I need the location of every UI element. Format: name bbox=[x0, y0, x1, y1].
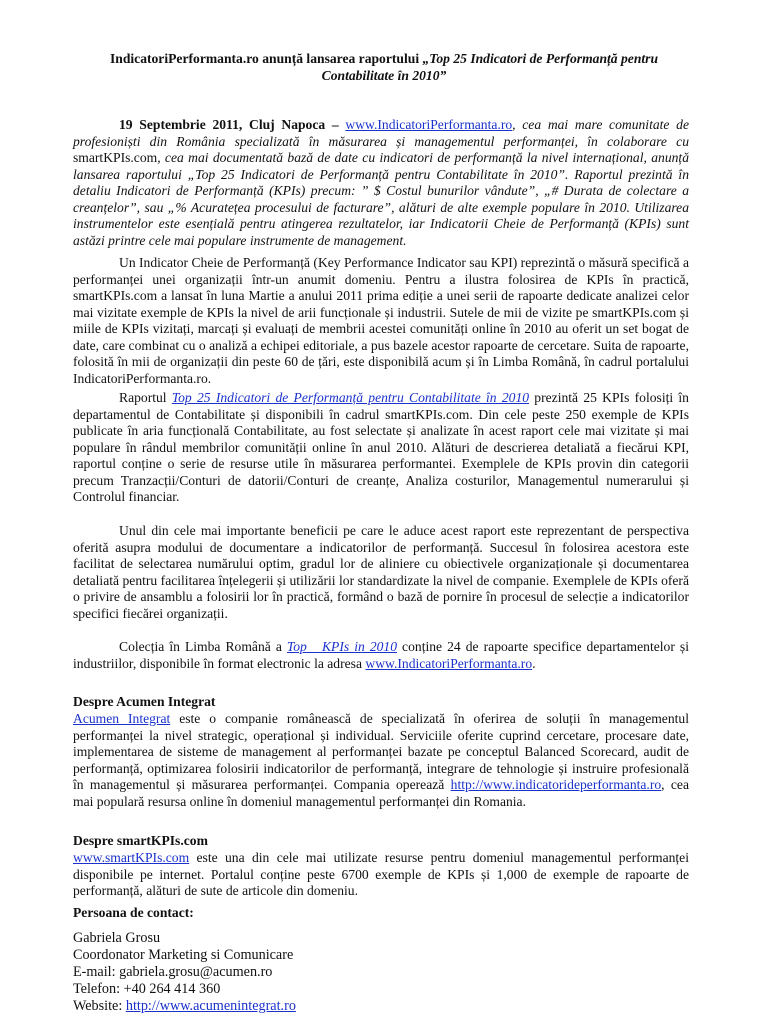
collection-paragraph bbox=[73, 639, 689, 672]
smartkpis-text: este una din cele mai utilizate resurse pentru domeniul managementul performanței disponibile pe internet. Portalul conține peste 6700 exemple de KPIs și 1,000 de exemple de rapoarte de performanță, alături de sute de articole din domeniu. bbox=[73, 850, 689, 899]
indicatorideperformanta-link[interactable]: http://www.indicatorideperformanta.ro bbox=[450, 777, 662, 793]
collection-site-link[interactable]: www.IndicatoriPerformanta.ro bbox=[365, 655, 533, 671]
contact-details bbox=[73, 930, 296, 1015]
acumen-integrat-link[interactable]: Acumen Integrat bbox=[73, 711, 171, 726]
contact-heading: Persoana de contact: bbox=[73, 905, 194, 920]
report-title-italic: „Top 25 Indicatori de Performanță pentru Contabilitate în 2010” bbox=[321, 51, 659, 83]
report-paragraph bbox=[73, 390, 689, 506]
about-acumen-paragraph bbox=[73, 711, 689, 810]
lead-text-1: , cea mai mare comunitate de profesioniști din România specializată în măsurarea și managementul performanței, în colaborare cu bbox=[73, 117, 689, 149]
indicatori-performanta-link[interactable]: www.IndicatoriPerformanta.ro bbox=[345, 117, 513, 132]
collection-text-mid: conține 24 de rapoarte specifice departamentelor și industriilor, disponibile în format electronic la adresa bbox=[73, 639, 689, 671]
contact-website-line bbox=[73, 998, 296, 1015]
collection-text-post: . bbox=[532, 655, 536, 671]
about-acumen-heading: Despre Acumen Integrat bbox=[73, 694, 216, 709]
website-label: Website: bbox=[73, 998, 126, 1015]
title-text: IndicatoriPerformanta.ro anunță lansarea raportului bbox=[109, 51, 423, 66]
benefits-paragraph: Unul din cele mai importante beneficii pe care le aduce acest raport este reprezentant de perspectiva oferită asupra modului de documentare a indicatorilor de performanță. Succesul în folosirea acestora este facilitat de selectarea numărului optim, gradul lor de aliniere cu obiectivele organizaționale și documentarea detaliată pentru facilitarea înțelegerii și utilizării lor standardizate la nivel de companie. Exemplele de KPIs oferă o privire de ansamblu a folosirii lor în practică, formând o bază de pornire în procesul de selecție a indicatorilor specifici fiecărei organizații. bbox=[73, 523, 689, 621]
top-kpis-2010-link[interactable]: Top KPIs in 2010 bbox=[286, 639, 398, 654]
report-text-pre: Raportul bbox=[119, 390, 172, 405]
lead-text-2: , cea mai documentată bază de date cu indicatori de performanță la nivel internațional, anunță lansarea raportului „Top 25 Indicatori de Performanță pentru Contabilitate în 2010”. Raportul prezintă în detaliu Indicatori de Performanță (KPIs) precum: ” $ Costul bunurilor vândute”, „# Durata de colectare a creanțelor”, sau „% Acuratețea procesului de facturare”, alături de alte exemple populare în 2010. Utilizarea instrumentelor este esențială pentru atingerea rezultatelor, iar Indicatorii Cheie de Performanță (KPIs) sunt astăzi printre cele mai populare instrumente de management. bbox=[73, 150, 689, 248]
kpi-definition-paragraph: Un Indicator Cheie de Performanță (Key Performance Indicator sau KPI) reprezintă o măsură specifică a performanței unei organizații într-un anumit domeniu. Pentru a ilustra folosirea de KPIs în practică, smartKPIs.com a lansat în luna Martie a anului 2011 prima ediție a unei serii de rapoarte dedicate analizei celor mai vizitate exemple de KPIs la nivel de arii funcționale și industrii. Sutele de mii de vizite pe smartKPIs.com și miile de KPIs vizitați, marcați și evaluați de membrii acestei comunități online în 2010 au oferit un set bogat de date, care combinat cu o analiză a echipei editoriale, a pus bazele acestor rapoarte de cercetare. Suita de rapoarte, folosită în mii de organizații din peste 60 de țări, este disponibilă acum și în Limba Română, în cadrul portalului IndicatoriPerformanta.ro. bbox=[73, 255, 689, 386]
contact-phone: Telefon: +40 264 414 360 bbox=[73, 981, 221, 998]
press-release-title bbox=[100, 51, 668, 84]
smartkpis-link[interactable]: www.smartKPIs.com bbox=[73, 850, 190, 865]
acumen-website-link[interactable]: http://www.acumenintegrat.ro bbox=[125, 998, 296, 1015]
report-text-post: prezintă 25 KPIs folosiți în departamentul de Contabilitate și disponibili în cadrul smartKPIs.com. Din cele peste 250 exemple de KPIs publicate în aria funcțională Contabilitate, au fost selectate și analizate în acest raport cele mai vizitate și mai populare în rândul membrilor comunității online în anul 2010. Alături de descrierea detaliată a fiecărui KPI, raportul conține o serie de resurse utile în măsurarea performantei. Exemplele de KPIs provin din categorii precum Tranzacții/Conturi de datorii/Conturi de creanțe, Analiza costurilor, Managementul numerarului și Controlul financiar. bbox=[73, 390, 689, 505]
dateline: 19 Septembrie 2011, Cluj Napoca – bbox=[119, 117, 339, 132]
contact-role: Coordonator Marketing si Comunicare bbox=[73, 947, 294, 964]
contact-email: E-mail: gabriela.grosu@acumen.ro bbox=[73, 964, 273, 981]
collection-text-pre: Colecția în Limba Română a bbox=[119, 639, 287, 654]
about-smartkpis-paragraph bbox=[73, 850, 689, 900]
acumen-text-1: este o companie românească de specializată în oferirea de soluții în managementul performanței la nivel strategic, operațional și individual. Serviciile oferite cuprind cercetare, procesare date, implementarea de sisteme de management al performanței bazate pe conceptul Balanced Scorecard, audit de performanță, optimizarea folosirii indicatorilor de performanță, integrare de tehnologie și instruire profesională în managementul și măsurarea performanței. Compania operează bbox=[73, 711, 689, 793]
lead-paragraph bbox=[73, 117, 689, 249]
contact-name: Gabriela Grosu bbox=[73, 930, 161, 946]
smartkpis-brand: smartKPIs.com bbox=[73, 150, 158, 166]
top25-report-link[interactable]: Top 25 Indicatori de Performanță pentru Contabilitate în 2010 bbox=[171, 390, 530, 405]
about-smartkpis-heading: Despre smartKPIs.com bbox=[73, 833, 208, 848]
acumen-text-2: , cea mai populară resursa online în domeniul managementul performanței din Romania. bbox=[73, 777, 689, 809]
